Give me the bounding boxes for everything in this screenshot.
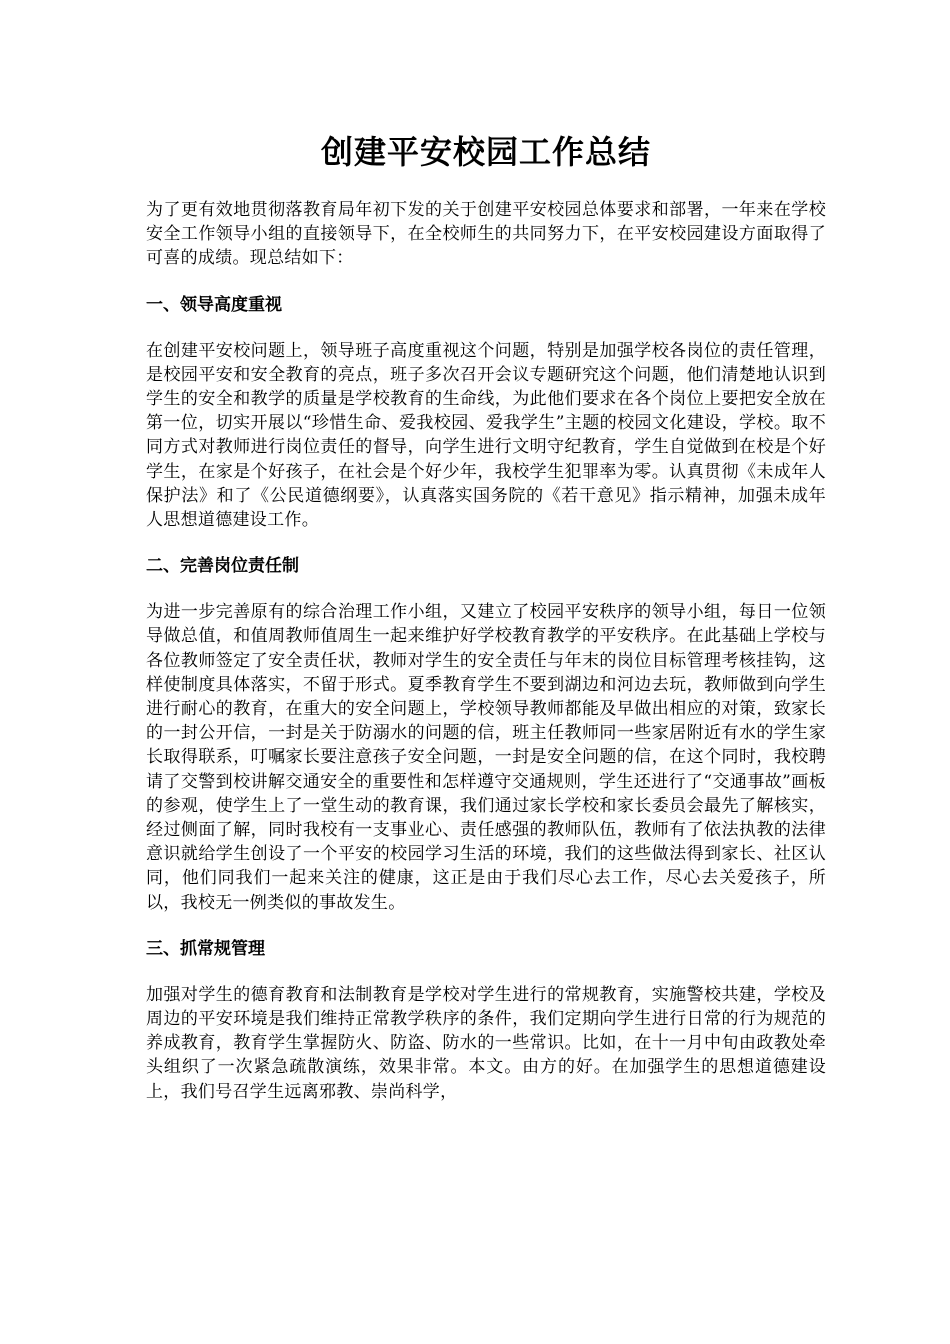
section-responsibility [146,554,826,915]
section-leadership [146,293,826,533]
section-body: 加强对学生的德育教育和法制教育是学校对学生进行的常规教育，实施警校共建，学校及周边的平安环境是我们维持正常教学秩序的条件，我们定期向学生进行日常的行为规范的养成教育，教育学生掌握防火、防盗、防水的一些常识。比如，在十一月中旬由政教处牵头组织了一次紧急疏散演练，效果非常。本文。由方的好。在加强学生的思想道德建设上，我们号召学生远离邪教、崇尚科学， [146,984,826,1102]
section-body: 为进一步完善原有的综合治理工作小组，又建立了校园平安秩序的领导小组，每日一位领导做总值，和值周教师值周生一起来维护好学校教育教学的平安秩序。在此基础上学校与各位教师签定了安全责任状，教师对学生的安全责任与年末的岗位目标管理考核挂钩，这样使制度具体落实，不留于形式。夏季教育学生不要到湖边和河边去玩，教师做到向学生进行耐心的教育，在重大的安全问题上，学校领导教师都能及早做出相应的对策，致家长的一封公开信，一封是关于防溺水的问题的信，班主任教师同一些家居附近有水的学生家长取得联系，叮嘱家长要注意孩子安全问题，一封是安全问题的信，在这个同时，我校聘请了交警到校讲解交通安全的重要性和怎样遵守交通规则，学生还进行了“交通事故”画板的参观，使学生上了一堂生动的教育课，我们通过家长学校和家长委员会最先了解核实，经过侧面了解，同时我校有一支事业心、责任感强的教师队伍，教师有了依法执教的法律意识就给学生创设了一个平安的校园学习生活的环境，我们的这些做法得到家长、社区认同，他们同我们一起来关注的健康，这正是由于我们尽心去工作，尽心去关爱孩子，所以，我校无一例类似的事故发生。 [146,602,826,913]
section-routine-management [146,937,826,1104]
section-heading: 二、完善岗位责任制 [146,556,299,577]
intro-paragraph: 为了更有效地贯彻落教育局年初下发的关于创建平安校园总体要求和部署，一年来在学校安全工作领导小组的直接领导下，在全校师生的共同努力下，在平安校园建设方面取得了可喜的成绩。现总结如下： [146,200,826,269]
document-page [146,128,826,1104]
section-heading: 一、领导高度重视 [146,294,282,315]
section-body: 在创建平安校问题上，领导班子高度重视这个问题，特别是加强学校各岗位的责任管理，是校园平安和安全教育的亮点，班子多次召开会议专题研究这个问题，他们清楚地认识到学生的安全和教学的质量是学校教育的生命线，为此他们要求在各个岗位上要把安全放在第一位，切实开展以“珍惜生命、爱我校园、爱我学生”主题的校园文化建设，学校。取不同方式对教师进行岗位责任的督导，向学生进行文明守纪教育，学生自觉做到在校是个好学生，在家是个好孩子，在社会是个好少年，我校学生犯罪率为零。认真贯彻《未成年人保护法》和了《公民道德纲要》，认真落实国务院的《若干意见》指示精神，加强未成年人思想道德建设工作。 [146,340,826,531]
document-title: 创建平安校园工作总结 [320,133,651,171]
section-heading: 三、抓常规管理 [146,938,265,959]
